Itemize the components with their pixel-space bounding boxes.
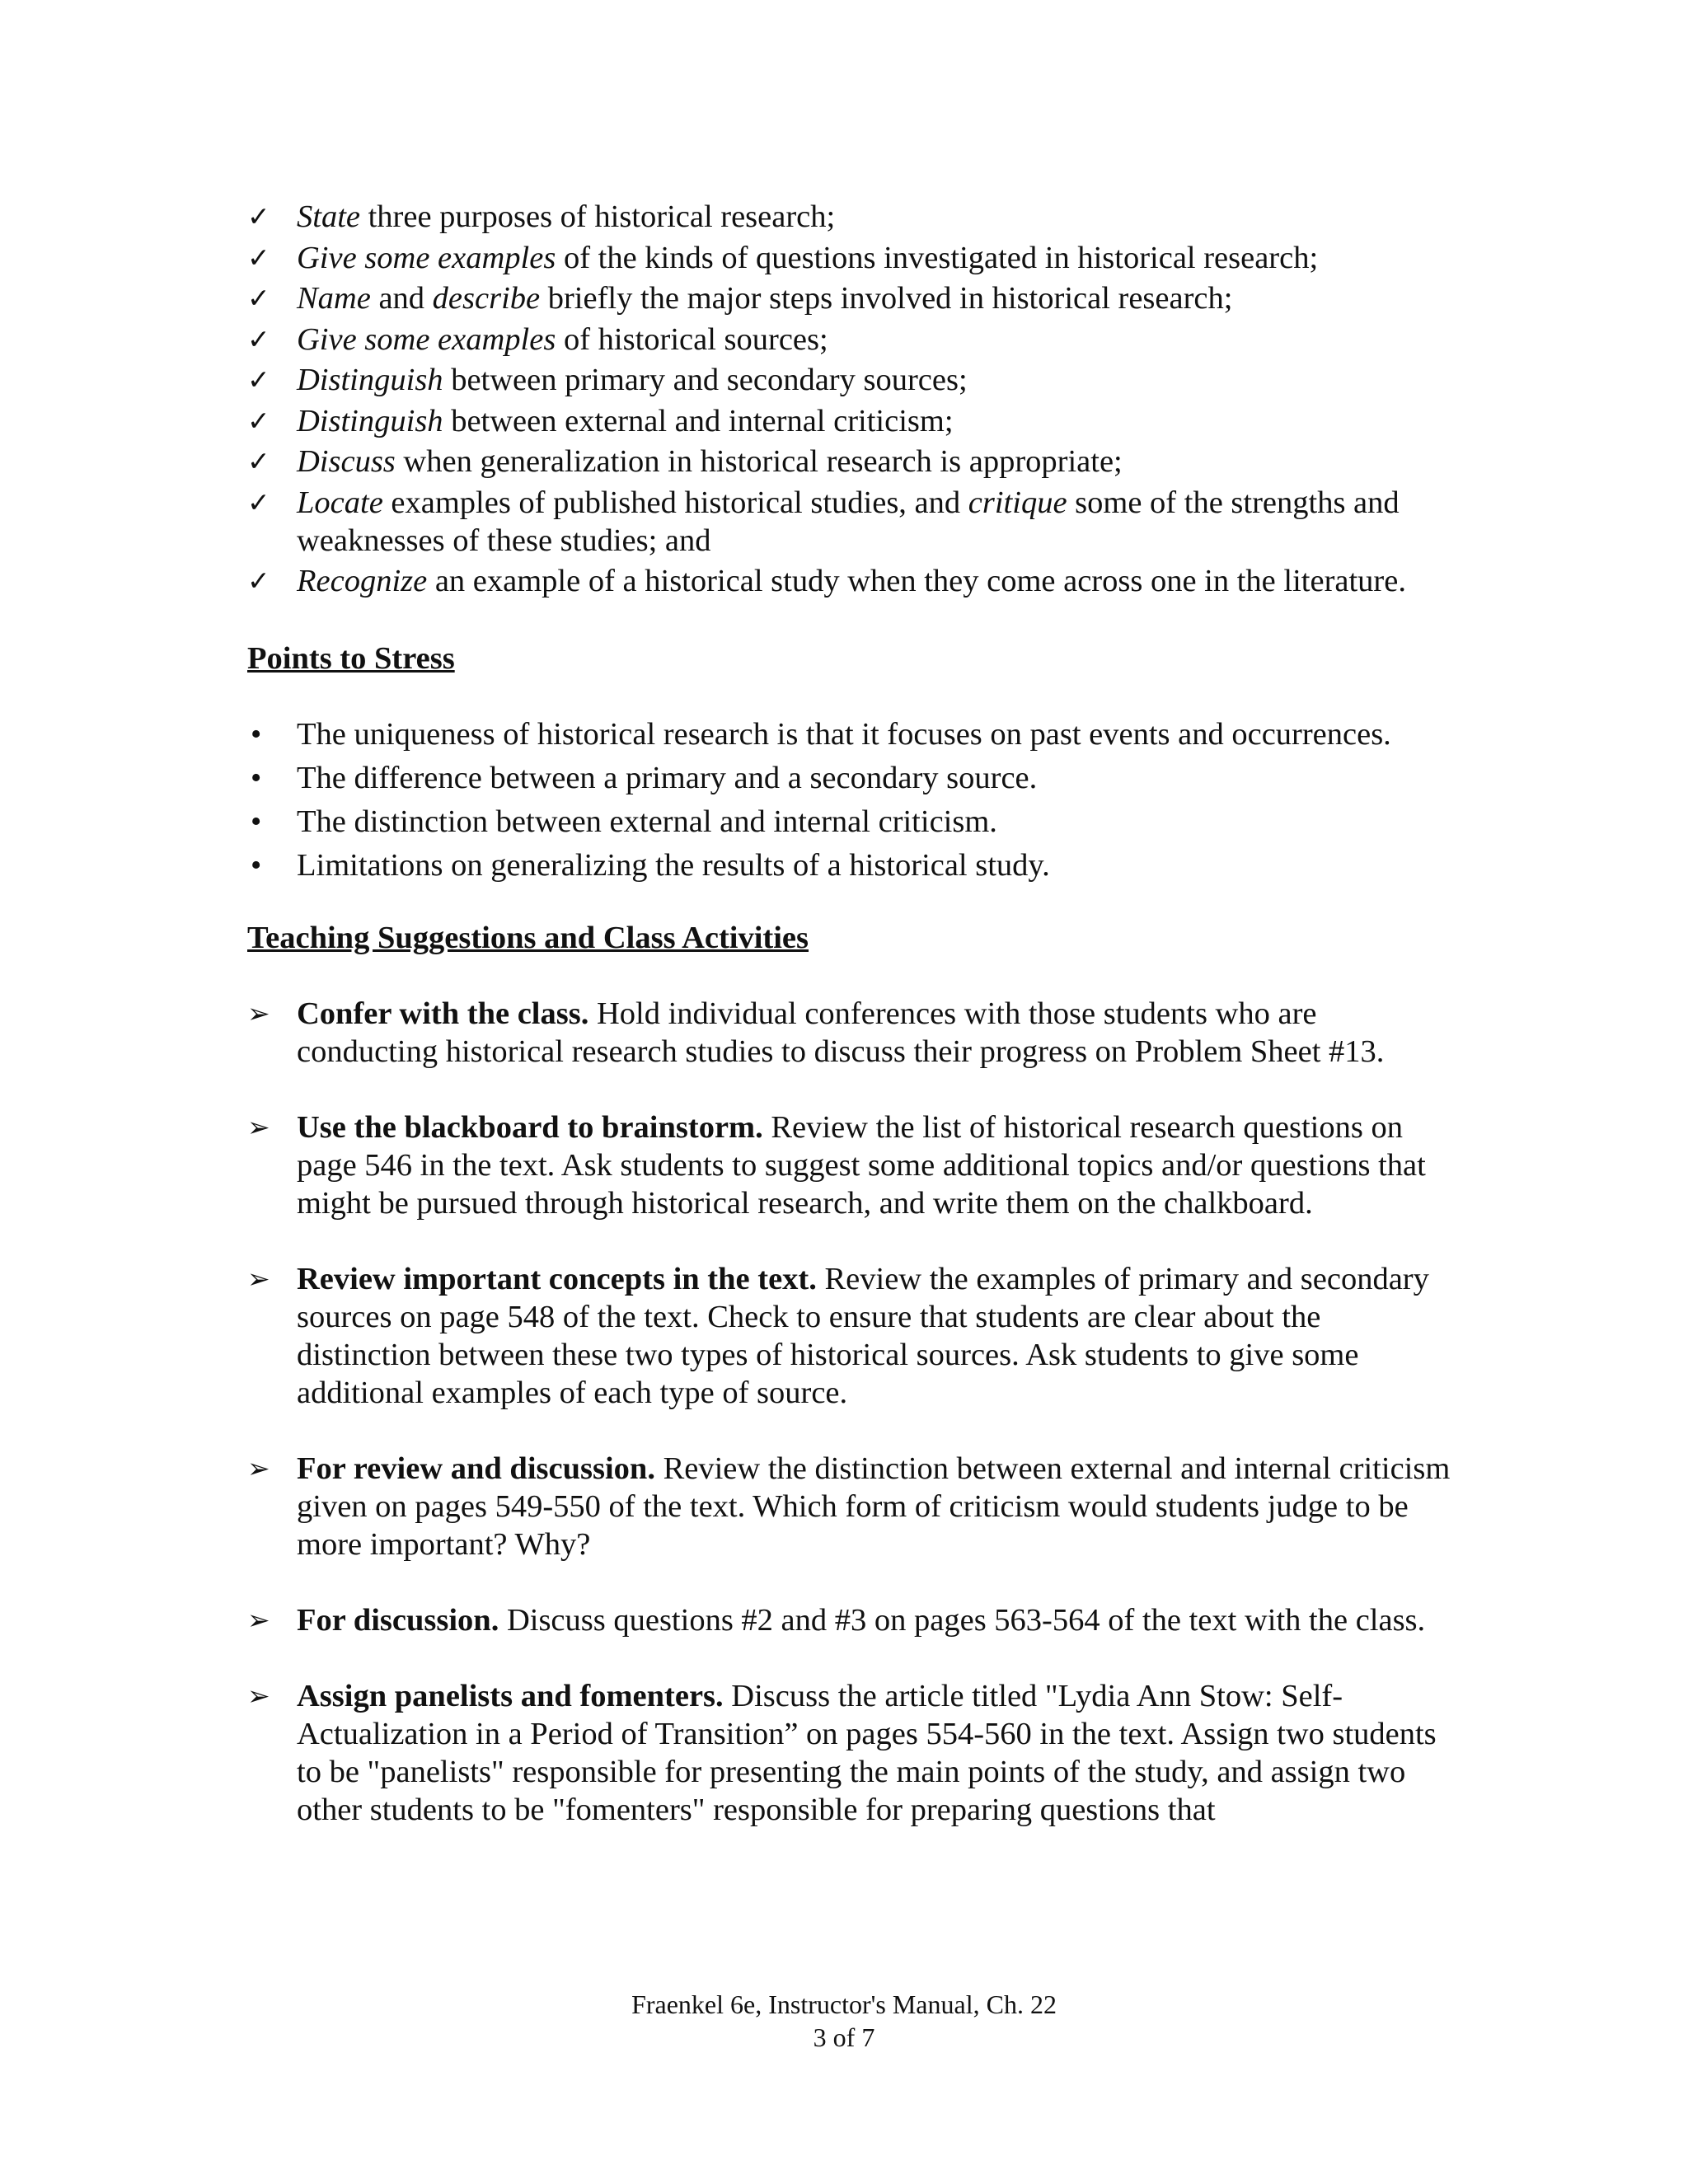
activity-item bbox=[247, 1677, 1451, 1829]
arrow-bullet-icon: ➢ bbox=[247, 1111, 270, 1143]
point-text: The uniqueness of historical research is that it focuses on past events and occurrences. bbox=[297, 717, 1391, 752]
activity-title: For discussion. bbox=[297, 1603, 499, 1638]
point-item bbox=[247, 759, 1451, 797]
activity-text: Review the distinction between external and internal criticism given on pages 549-550 of the text. Which form of criticism would students judge to be more important? Why? bbox=[297, 1451, 1451, 1562]
checkmark-icon: ✓ bbox=[247, 322, 270, 355]
bullet-icon: • bbox=[251, 848, 262, 883]
objective-item bbox=[247, 239, 1451, 277]
objective-text: Locate examples of published historical studies, and critique some of the strengths and weaknesses of these studies; and bbox=[297, 485, 1400, 558]
checkmark-icon: ✓ bbox=[247, 282, 270, 314]
activities-list bbox=[247, 995, 1451, 1829]
objective-item bbox=[247, 321, 1451, 359]
objective-item bbox=[247, 402, 1451, 440]
objective-text: Recognize an example of a historical study when they come across one in the literature. bbox=[297, 564, 1406, 598]
objective-text: State three purposes of historical research; bbox=[297, 199, 836, 234]
objective-text: Give some examples of historical sources; bbox=[297, 321, 828, 357]
objective-item bbox=[247, 562, 1451, 600]
activity-item bbox=[247, 1601, 1451, 1639]
points-list bbox=[247, 715, 1451, 884]
point-text: The difference between a primary and a secondary source. bbox=[297, 761, 1038, 795]
point-item bbox=[247, 846, 1451, 884]
page-content bbox=[247, 198, 1451, 1867]
activity-title: Confer with the class. bbox=[297, 996, 589, 1031]
points-to-stress-heading: Points to Stress bbox=[247, 641, 455, 676]
activity-title: For review and discussion. bbox=[297, 1451, 655, 1486]
objective-text: Distinguish between primary and secondary sources; bbox=[297, 363, 968, 397]
objectives-list bbox=[247, 198, 1451, 600]
checkmark-icon: ✓ bbox=[247, 241, 270, 274]
checkmark-icon: ✓ bbox=[247, 404, 270, 437]
arrow-bullet-icon: ➢ bbox=[247, 1452, 270, 1484]
point-item bbox=[247, 803, 1451, 841]
activity-text: Hold individual conferences with those students who are conducting historical research studies to discuss their progress on Problem Sheet #13. bbox=[297, 996, 1385, 1069]
objective-text: Name and describe briefly the major steps involved in historical research; bbox=[297, 281, 1233, 316]
teaching-suggestions-heading: Teaching Suggestions and Class Activities bbox=[247, 921, 809, 955]
activity-text: Discuss questions #2 and #3 on pages 563-564 of the text with the class. bbox=[499, 1603, 1426, 1638]
activity-item bbox=[247, 1450, 1451, 1563]
arrow-bullet-icon: ➢ bbox=[247, 1263, 270, 1295]
checkmark-icon: ✓ bbox=[247, 445, 270, 477]
arrow-bullet-icon: ➢ bbox=[247, 1604, 270, 1636]
arrow-bullet-icon: ➢ bbox=[247, 997, 270, 1029]
arrow-bullet-icon: ➢ bbox=[247, 1680, 270, 1712]
point-item bbox=[247, 715, 1451, 753]
footer-page-number: 3 of 7 bbox=[813, 2022, 875, 2052]
bullet-icon: • bbox=[251, 761, 262, 795]
activity-text: Discuss the article titled "Lydia Ann Stow: Self-Actualization in a Period of Transition” on pages 554-560 in the text. Assign two students to be "panelists" responsible for presenting the main points of the study, and assign two other students to be "fomenters" responsible for preparing questions that bbox=[297, 1679, 1437, 1827]
activity-title: Review important concepts in the text. bbox=[297, 1262, 817, 1296]
point-text: The distinction between external and internal criticism. bbox=[297, 804, 997, 839]
bullet-icon: • bbox=[251, 804, 262, 839]
activity-text: Review the examples of primary and secondary sources on page 548 of the text. Check to ensure that students are clear about the distinction between these two types of historical sources. Ask students to give some additional examples of each type of source. bbox=[297, 1262, 1429, 1410]
objective-item bbox=[247, 484, 1451, 560]
activity-item bbox=[247, 1260, 1451, 1412]
objective-text: Give some examples of the kinds of questions investigated in historical research; bbox=[297, 240, 1319, 275]
point-text: Limitations on generalizing the results of a historical study. bbox=[297, 848, 1050, 883]
footer-manual-title: Fraenkel 6e, Instructor's Manual, Ch. 22 bbox=[631, 1990, 1057, 2019]
activity-text: Review the list of historical research questions on page 546 in the text. Ask students to suggest some additional topics and/or questions that might be pursued through historical research, and write them on the chalkboard. bbox=[297, 1110, 1426, 1221]
objective-item bbox=[247, 279, 1451, 317]
objective-item bbox=[247, 443, 1451, 480]
objective-text: Discuss when generalization in historical research is appropriate; bbox=[297, 444, 1123, 479]
objective-item bbox=[247, 198, 1451, 236]
checkmark-icon: ✓ bbox=[247, 200, 270, 232]
activity-title: Use the blackboard to brainstorm. bbox=[297, 1110, 763, 1145]
activity-item bbox=[247, 995, 1451, 1071]
objective-text: Distinguish between external and internal criticism; bbox=[297, 403, 954, 438]
activity-title: Assign panelists and fomenters. bbox=[297, 1679, 724, 1713]
checkmark-icon: ✓ bbox=[247, 565, 270, 597]
activity-item bbox=[247, 1108, 1451, 1222]
bullet-icon: • bbox=[251, 717, 262, 752]
objective-item bbox=[247, 361, 1451, 399]
checkmark-icon: ✓ bbox=[247, 485, 270, 518]
checkmark-icon: ✓ bbox=[247, 363, 270, 396]
